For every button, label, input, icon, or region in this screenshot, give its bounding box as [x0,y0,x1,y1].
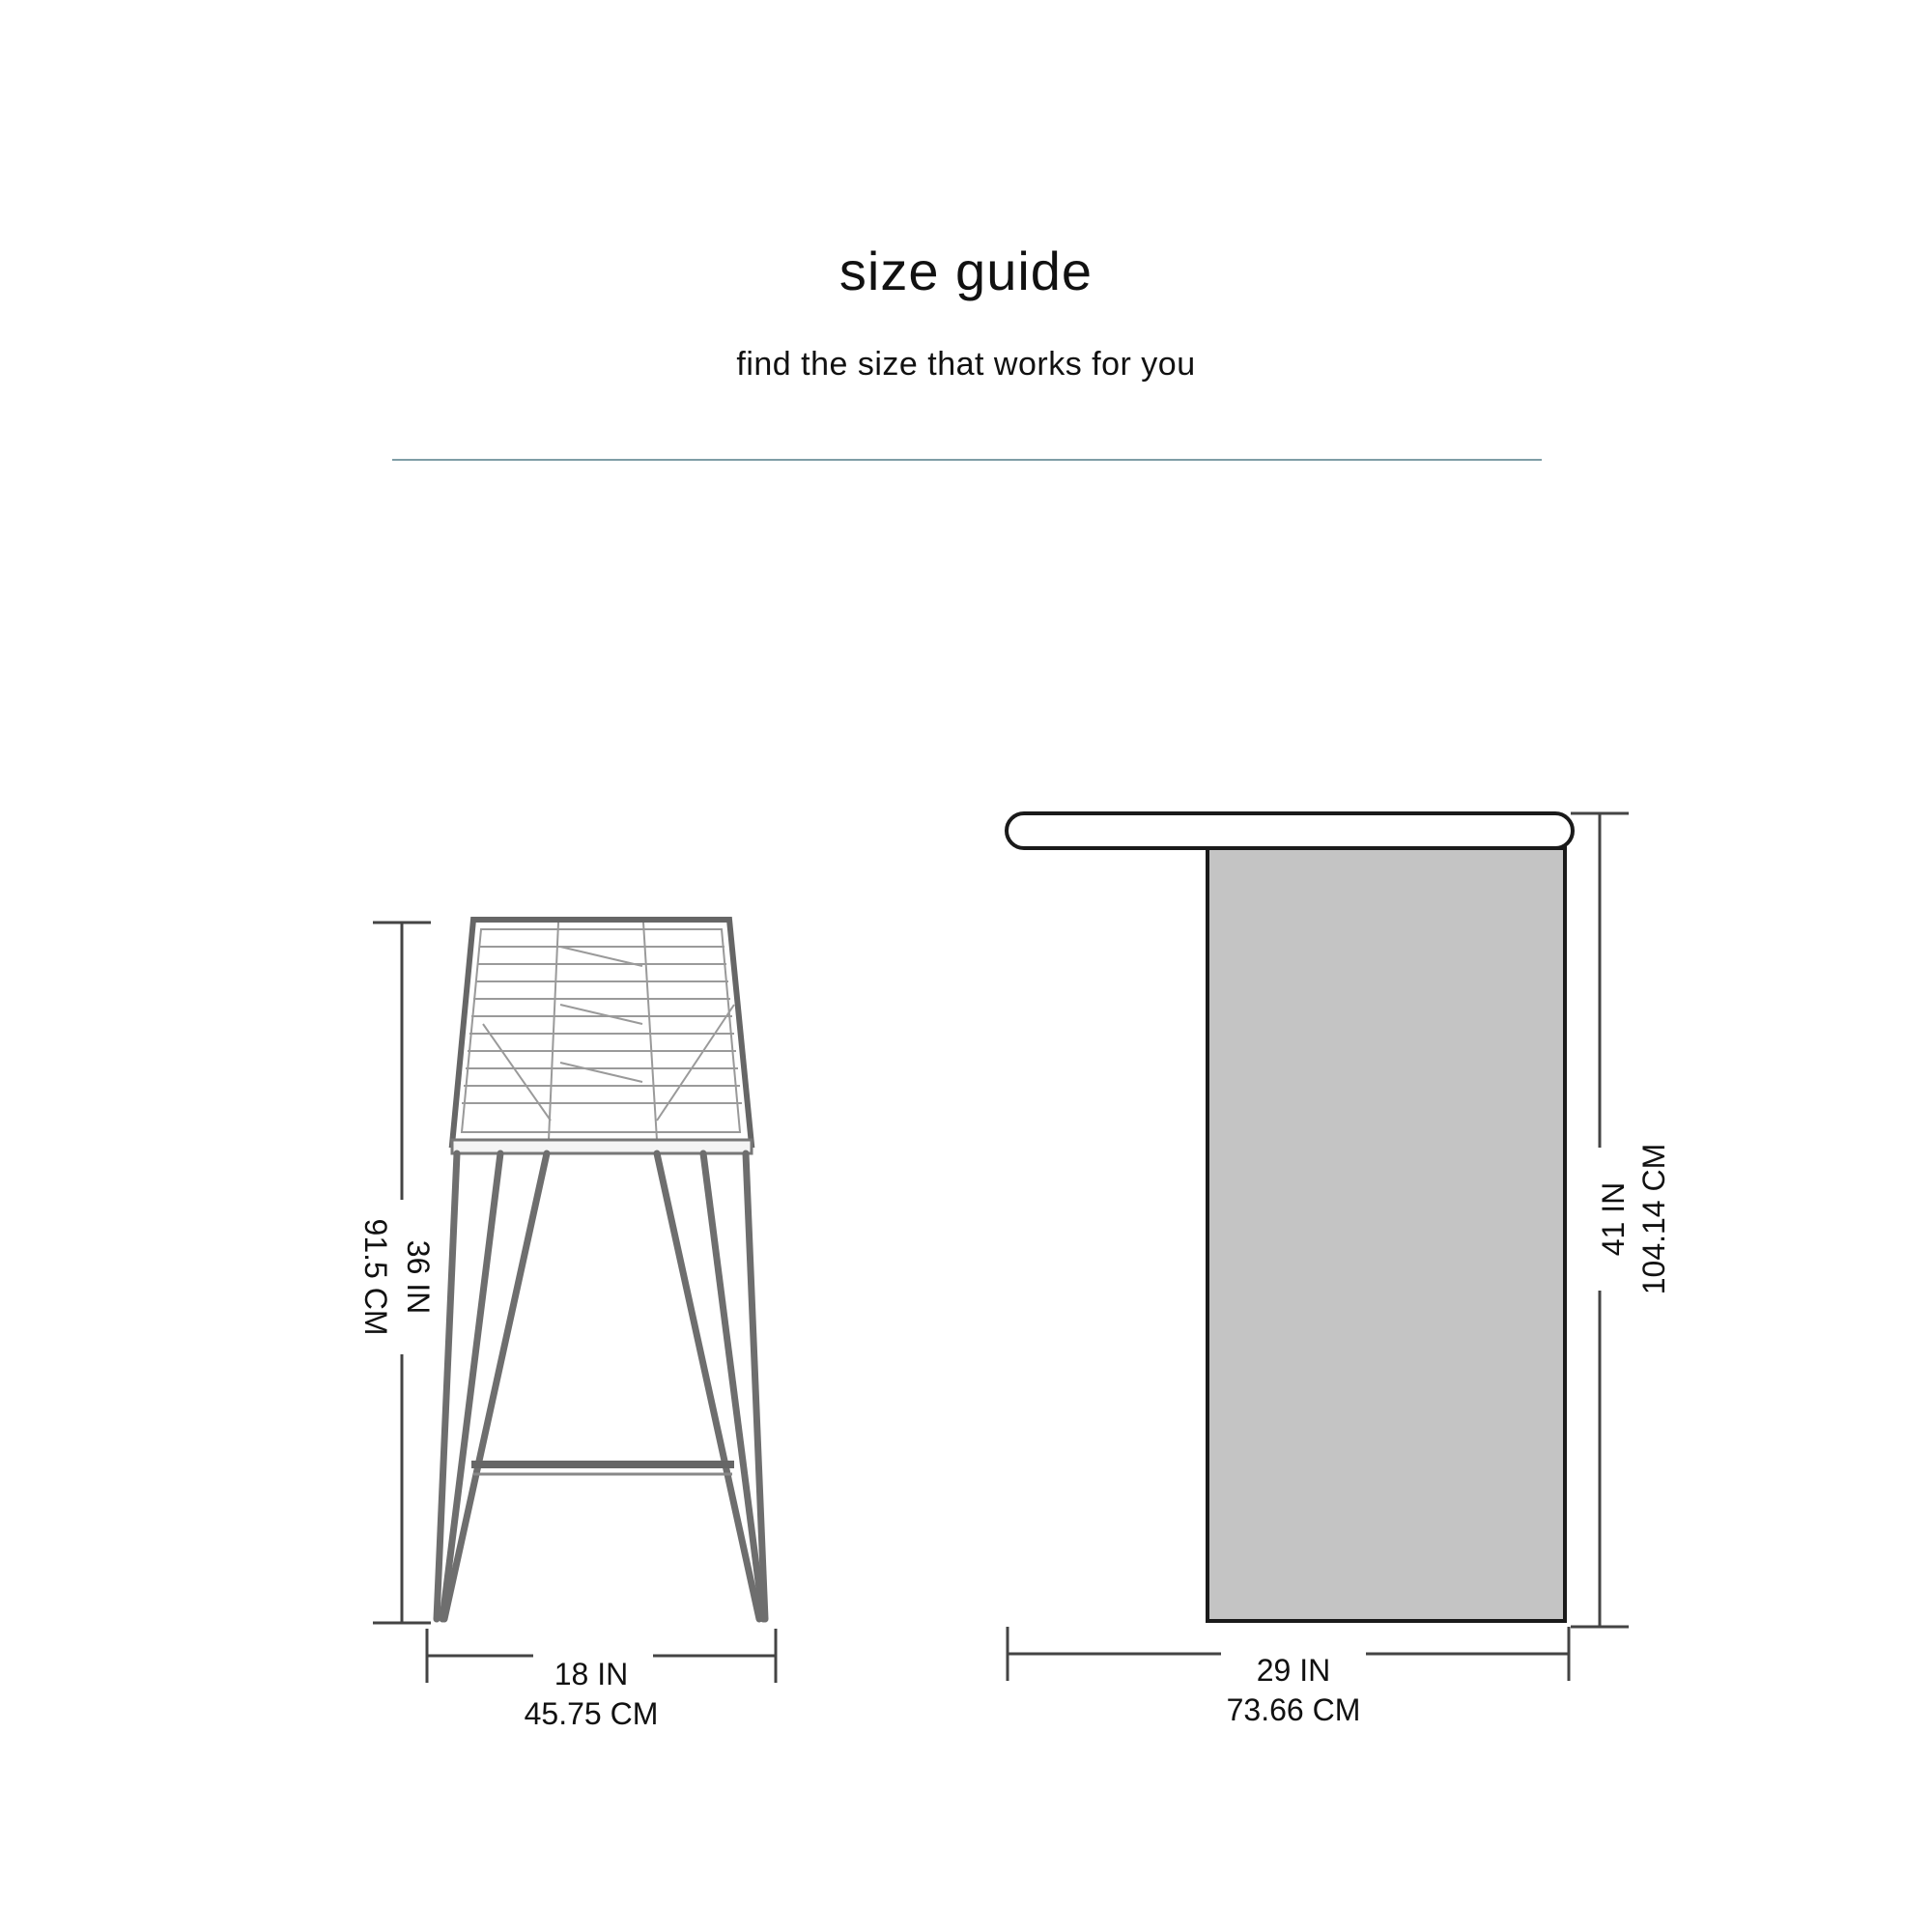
table-width-imperial: 29 IN [1256,1653,1331,1688]
stool-legs [437,1153,765,1619]
stool-width-metric: 45.75 CM [524,1696,659,1731]
page-title: size guide [838,241,1094,301]
stool-width-imperial: 18 IN [554,1657,629,1691]
table-top [1007,813,1573,848]
table-height-metric: 104.14 CM [1636,1143,1671,1295]
page-subtitle: find the size that works for you [736,346,1196,383]
stool-height-imperial: 36 IN [401,1239,436,1315]
table-height-imperial: 41 IN [1596,1181,1631,1257]
stool-height-metric: 91.5 CM [358,1218,393,1336]
table-illustration [1007,813,1573,1621]
stool-seat-frame [452,920,752,1145]
stool-illustration [437,920,765,1619]
table-base [1208,848,1565,1621]
table-width-metric: 73.66 CM [1226,1692,1361,1727]
